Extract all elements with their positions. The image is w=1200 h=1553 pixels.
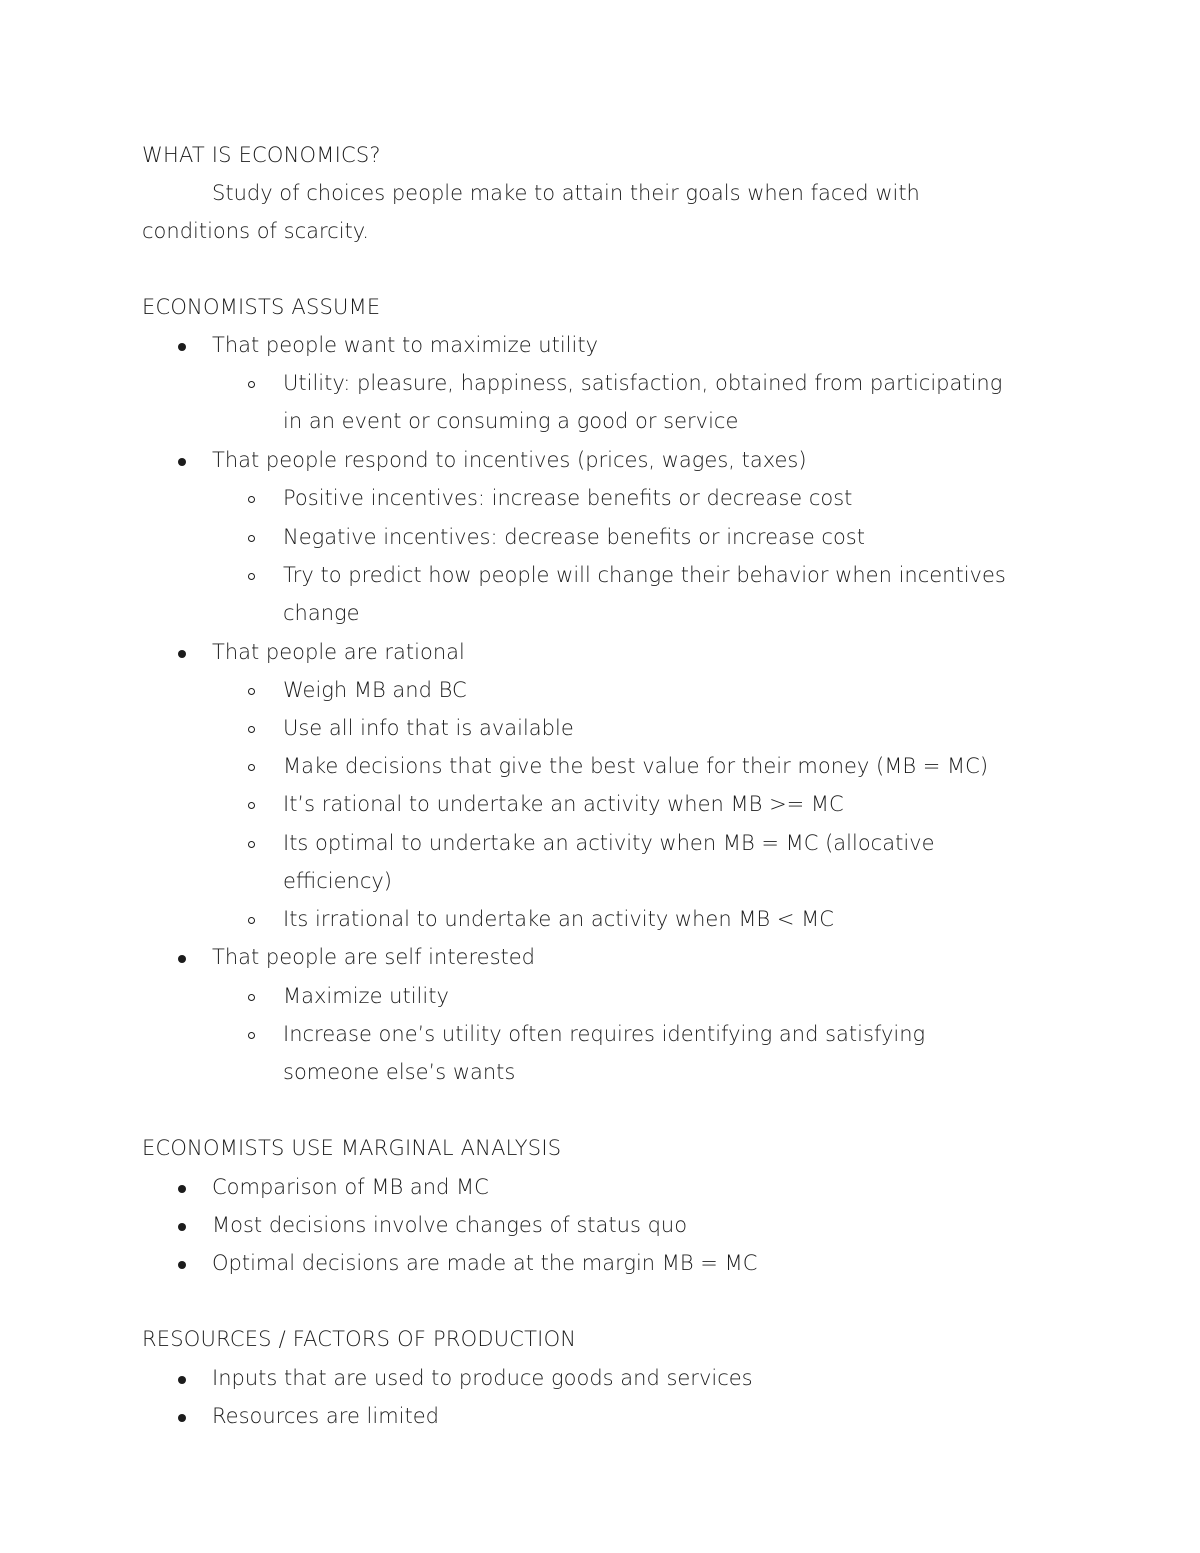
sub-list-item: Positive incentives: increase benefits or decrease cost	[283, 486, 853, 510]
sub-list-item-continuation: in an event or consuming a good or service	[283, 409, 739, 433]
section-heading-economists-assume: ECONOMISTS ASSUME	[142, 295, 381, 319]
sub-list-item-continuation: someone else’s wants	[283, 1060, 516, 1084]
list-item: Comparison of MB and MC	[212, 1175, 489, 1199]
sub-list-item: Make decisions that give the best value for their money (MB = MC)	[283, 754, 989, 778]
bullet-disc-icon	[178, 343, 186, 351]
sub-list-item-continuation: change	[283, 601, 360, 625]
bullet-disc-icon	[178, 955, 186, 963]
list-item: That people want to maximize utility	[212, 333, 598, 357]
sub-list-item: Use all info that is available	[283, 716, 574, 740]
bullet-disc-icon	[178, 1376, 186, 1384]
list-item: That people are rational	[212, 640, 465, 664]
sub-list-item: Its irrational to undertake an activity when MB < MC	[283, 907, 834, 931]
bullet-disc-icon	[178, 1414, 186, 1422]
list-item: Most decisions involve changes of status quo	[212, 1213, 688, 1237]
sub-list-item: It’s rational to undertake an activity when MB >= MC	[283, 792, 844, 816]
sub-list-item: Weigh MB and BC	[283, 678, 467, 702]
bullet-disc-icon	[178, 1261, 186, 1269]
list-item: Resources are limited	[212, 1404, 440, 1428]
list-item: Optimal decisions are made at the margin MB = MC	[212, 1251, 758, 1275]
bullet-disc-icon	[178, 1185, 186, 1193]
bullet-circle-icon	[248, 1032, 255, 1039]
sub-list-item: Increase one’s utility often requires identifying and satisfying	[283, 1022, 926, 1046]
list-item: Inputs that are used to produce goods and services	[212, 1366, 753, 1390]
bullet-disc-icon	[178, 1223, 186, 1231]
sub-list-item: Maximize utility	[283, 984, 449, 1008]
bullet-circle-icon	[248, 535, 255, 542]
definition-line-1: Study of choices people make to attain their goals when faced with	[212, 181, 920, 205]
bullet-circle-icon	[248, 496, 255, 503]
bullet-circle-icon	[248, 802, 255, 809]
sub-list-item: Negative incentives: decrease benefits or increase cost	[283, 525, 865, 549]
bullet-circle-icon	[248, 726, 255, 733]
section-heading-resources: RESOURCES / FACTORS OF PRODUCTION	[142, 1327, 577, 1351]
bullet-circle-icon	[248, 841, 255, 848]
sub-list-item: Its optimal to undertake an activity when MB = MC (allocative	[283, 831, 935, 855]
bullet-circle-icon	[248, 688, 255, 695]
bullet-circle-icon	[248, 381, 255, 388]
bullet-disc-icon	[178, 650, 186, 658]
bullet-circle-icon	[248, 764, 255, 771]
section-heading-what-is-economics: WHAT IS ECONOMICS?	[142, 143, 381, 167]
bullet-circle-icon	[248, 994, 255, 1001]
list-item: That people respond to incentives (prices, wages, taxes)	[212, 448, 807, 472]
bullet-circle-icon	[248, 573, 255, 580]
sub-list-item: Try to predict how people will change their behavior when incentives	[283, 563, 1006, 587]
section-heading-marginal-analysis: ECONOMISTS USE MARGINAL ANALYSIS	[142, 1136, 562, 1160]
sub-list-item-continuation: efficiency)	[283, 869, 392, 893]
sub-list-item: Utility: pleasure, happiness, satisfaction, obtained from participating	[283, 371, 1003, 395]
bullet-disc-icon	[178, 458, 186, 466]
definition-line-2: conditions of scarcity.	[142, 219, 369, 243]
bullet-circle-icon	[248, 917, 255, 924]
list-item: That people are self interested	[212, 945, 535, 969]
